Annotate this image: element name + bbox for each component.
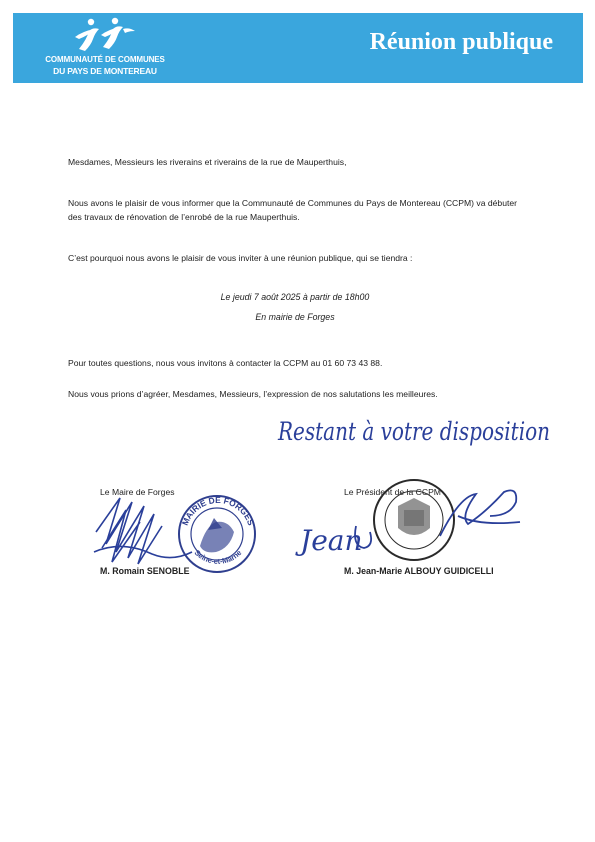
president-signature-and-stamp xyxy=(290,476,530,576)
ccpm-stamp-icon xyxy=(374,480,454,560)
handwritten-note-text: Restant à votre disposition xyxy=(277,417,550,446)
page-title: Réunion publique xyxy=(369,29,553,55)
president-signature-text: Jean xyxy=(300,524,363,557)
stamp-top-text: MAIRIE DE FORGES xyxy=(179,495,257,527)
paragraph-3: Pour toutes questions, nous vous invitons à contacter la CCPM au 01 60 73 43 88. xyxy=(68,358,383,368)
logo-line-2: DU PAYS DE MONTEREAU xyxy=(53,66,157,76)
right-signatory-title: Le Président de la CCPM xyxy=(344,487,441,497)
paragraph-2: C’est pourquoi nous avons le plaisir de vous inviter à une réunion publique, qui se tiendra : xyxy=(68,253,413,263)
svg-text:MAIRIE DE FORGES xyxy=(180,495,257,527)
left-signatory-name: M. Romain SENOBLE xyxy=(100,566,190,576)
paragraph-1: Nous avons le plaisir de vous informer que la Communauté de Communes du Pays de Montereau (CCPM) va débuter des travaux de rénovation de l’enrobé de la rue Mauperthuis. xyxy=(68,198,518,222)
paragraph-4: Nous vous prions d’agréer, Mesdames, Messieurs, l’expression de nos salutations les meilleures. xyxy=(68,389,438,399)
ccpm-logo xyxy=(35,17,175,81)
event-date: Le jeudi 7 août 2025 à partir de 18h00 xyxy=(220,292,370,302)
handwritten-note xyxy=(272,410,557,455)
salutation: Mesdames, Messieurs les riverains et riverains de la rue de Mauperthuis, xyxy=(68,157,347,167)
right-signatory-name: M. Jean-Marie ALBOUY GUIDICELLI xyxy=(344,566,494,576)
stamp-bottom-text: Seine-et-Marne xyxy=(192,548,244,566)
runners-logo-icon xyxy=(73,17,137,53)
left-signatory-title: Le Maire de Forges xyxy=(100,487,175,497)
svg-text:Seine-et-Marne xyxy=(193,548,244,566)
header-banner xyxy=(13,13,583,83)
mairie-stamp-ring-text xyxy=(176,493,260,577)
logo-line-1: COMMUNAUTÉ DE COMMUNES xyxy=(45,55,165,64)
event-place: En mairie de Forges xyxy=(255,312,335,322)
